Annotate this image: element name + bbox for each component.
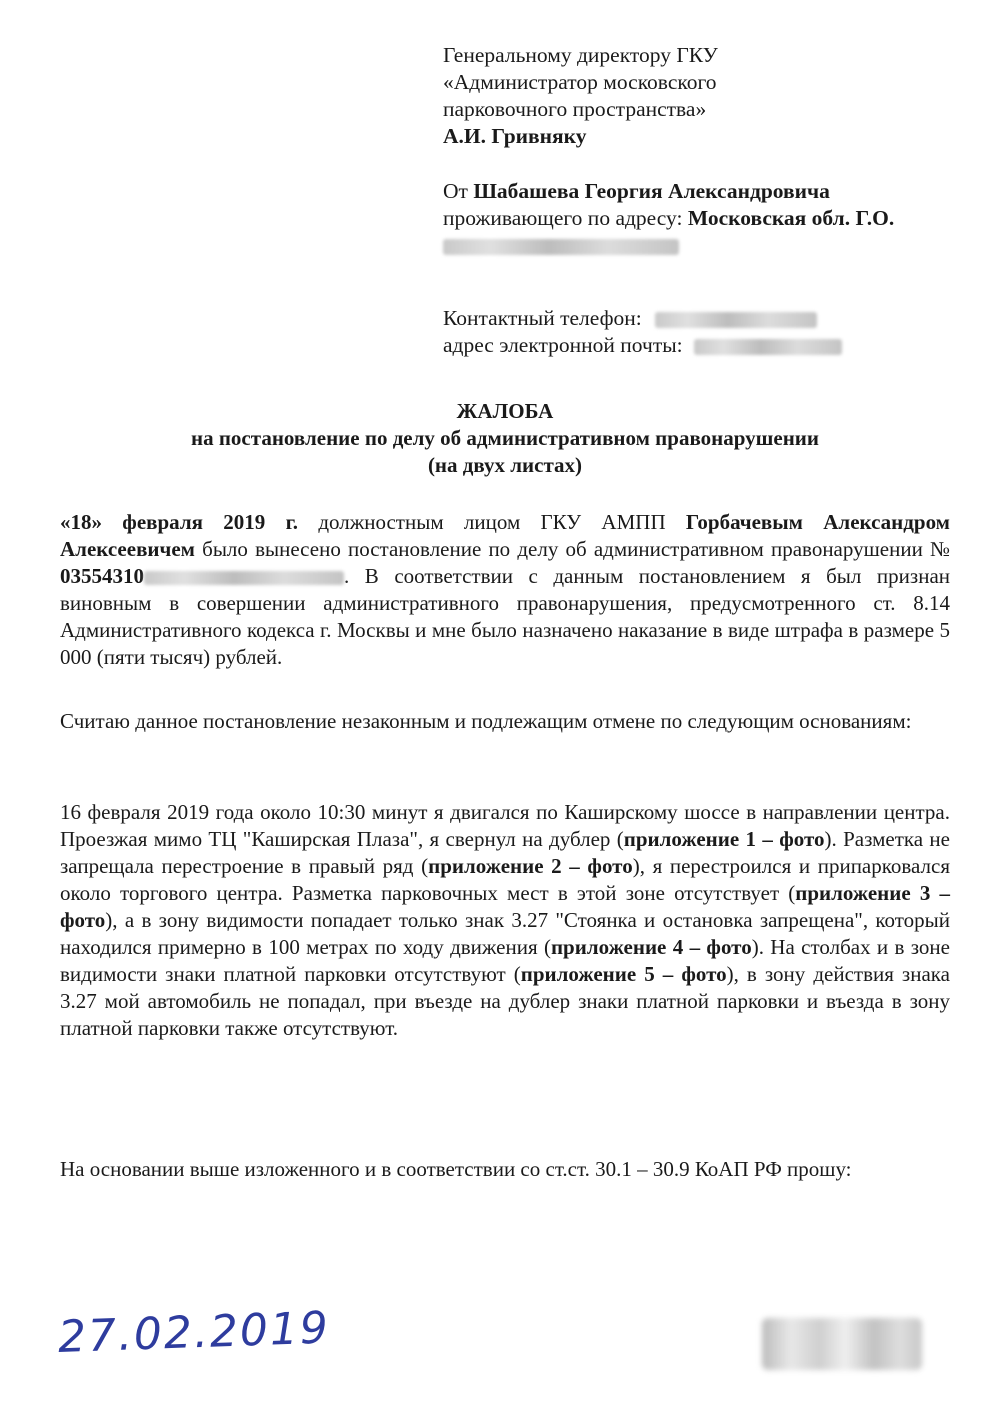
sender-line xyxy=(443,178,983,205)
title-line-2: на постановление по делу об административном правонарушении xyxy=(190,426,820,450)
circumstances-text-4: ), а в зону видимости попадает только знак 3.27 "Стоянка и остановка запрещена", который находился примерно в 100 метрах по ходу движения ( xyxy=(60,908,950,959)
phone-label: Контактный телефон: xyxy=(443,306,642,330)
redacted-phone xyxy=(655,312,817,328)
circumstances-text-6: ), в зону действия знака 3.27 мой автомобиль не попадал, при въезде на дублер знаки платной парковки и въезда в зону платной парковки также отсутствуют. xyxy=(60,962,950,1040)
redacted-case-number xyxy=(144,571,344,585)
addressee-name: А.И. Гривняку xyxy=(443,124,587,148)
title-line-1: ЖАЛОБА xyxy=(456,399,554,423)
case-number: 03554310 xyxy=(60,564,144,588)
residence-value: Московская обл. Г.О. xyxy=(687,206,895,230)
ruling-date-day: 18 xyxy=(70,510,92,534)
sender-name: Шабашева Георгия Александровича xyxy=(473,179,830,203)
attachment-2: приложение 2 – фото xyxy=(428,854,633,878)
ruling-date-rest: февраля 2019 г. xyxy=(122,510,299,534)
circumstances-text-2: ). Разметка не запрещала перестроение в правый ряд ( xyxy=(60,827,950,878)
title-line-3: (на двух листах) xyxy=(427,453,583,477)
grounds-intro-text: Считаю данное постановление незаконным и подлежащим отмене по следующим основаниям: xyxy=(60,709,912,733)
handwritten-date: 27.02.2019 xyxy=(57,1302,331,1363)
circumstances-text-5: ). На столбах и в зоне видимости знаки платной парковки отсутствуют ( xyxy=(60,935,950,986)
residence-label: проживающего по адресу: xyxy=(443,206,683,230)
email-line xyxy=(443,332,983,359)
attachment-1: приложение 1 – фото xyxy=(623,827,825,851)
paragraph-ruling xyxy=(60,509,950,671)
addressee-line-2: «Администратор московского xyxy=(443,70,717,94)
paragraph-circumstances xyxy=(60,799,950,1042)
official-name: Горбачевым Александром Алексеевичем xyxy=(60,510,950,561)
ruling-text-3: . В соответствии с данным постановлением я был признан виновным в совершении административного правонарушения, предусмотренного ст. 8.14 Административного кодекса г. Москвы и мне было назначено наказание в виде штрафа в размере 5 000 (пяти тысяч) рублей. xyxy=(60,564,950,669)
redacted-email xyxy=(694,339,842,355)
circumstances-text-3: ), я перестроился и припарковался около торгового центра. Разметка парковочных мест в этой зоне отсутствует ( xyxy=(60,854,950,905)
redacted-address xyxy=(443,239,679,255)
document-title xyxy=(60,398,950,479)
circumstances-text-1: 16 февраля 2019 года около 10:30 минут я двигался по Каширскому шоссе в направлении центра. Проезжая мимо ТЦ "Каширская Плаза", я свернул на дублер ( xyxy=(60,800,950,851)
request-text: На основании выше изложенного и в соответствии со ст.ст. 30.1 – 30.9 КоАП РФ прошу: xyxy=(60,1157,852,1181)
ruling-date-close: » xyxy=(91,510,102,534)
addressee-line-3: парковочного пространства» xyxy=(443,97,707,121)
addressee-line-1: Генеральному директору ГКУ xyxy=(443,43,718,67)
attachment-3: приложение 3 – фото xyxy=(60,881,950,932)
email-label: адрес электронной почты: xyxy=(443,333,683,357)
phone-line xyxy=(443,305,983,332)
paragraph-grounds-intro xyxy=(60,705,950,737)
ruling-date-open: « xyxy=(60,510,71,534)
residence-redacted-line xyxy=(443,232,983,259)
ruling-text-2: было вынесено постановление по делу об административном правонарушении № xyxy=(194,537,950,561)
attachment-4: приложение 4 – фото xyxy=(550,935,752,959)
paragraph-request xyxy=(60,1156,950,1183)
addressee-block xyxy=(443,42,983,359)
residence-line xyxy=(443,205,983,232)
redacted-signature xyxy=(762,1318,922,1370)
attachment-5: приложение 5 – фото xyxy=(520,962,727,986)
sender-prefix: От xyxy=(443,179,468,203)
ruling-text-1: должностным лицом ГКУ АМПП xyxy=(298,510,686,534)
